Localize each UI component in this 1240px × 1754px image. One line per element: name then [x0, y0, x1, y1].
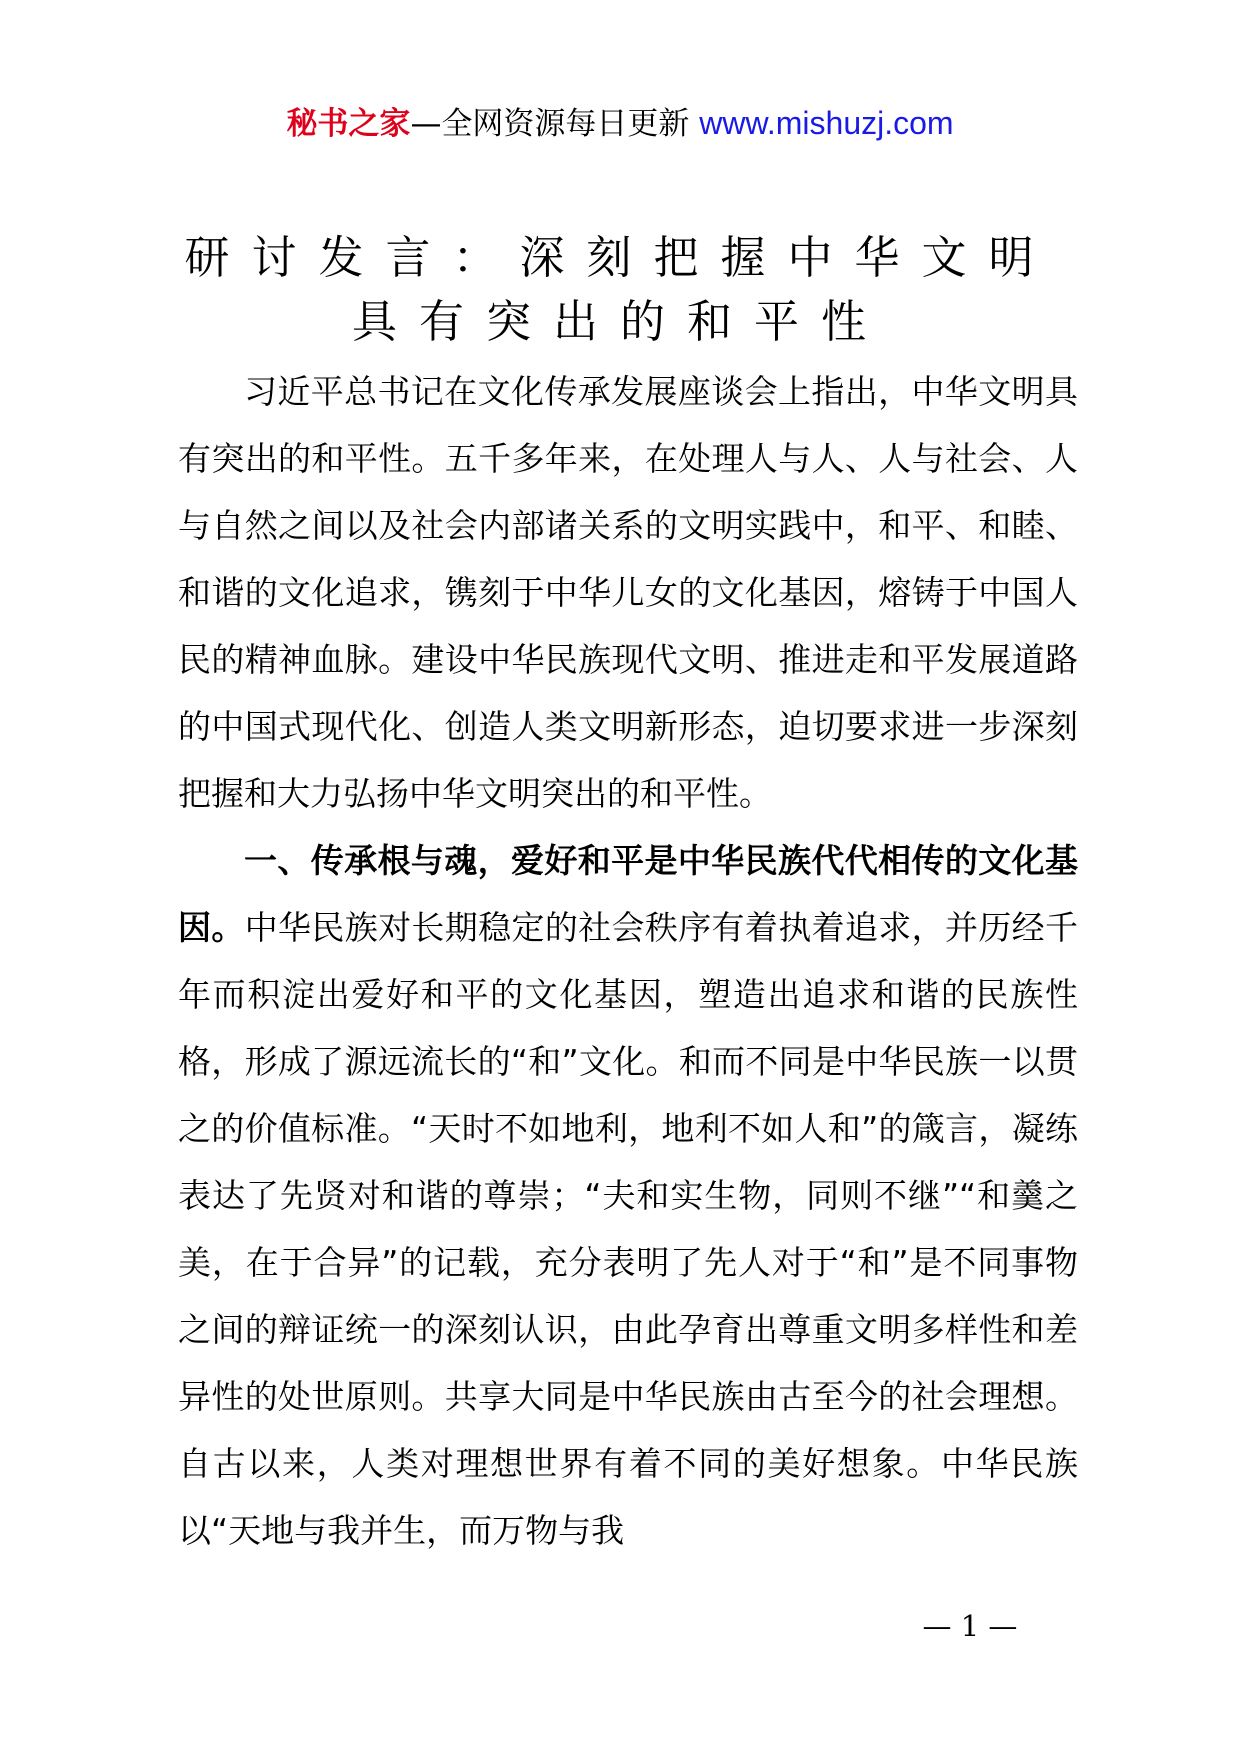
site-url-link[interactable]: www.mishuzj.com: [699, 105, 954, 141]
intro-paragraph: 习近平总书记在文化传承发展座谈会上指出，中华文明具有突出的和平性。五千多年来，在处理人与人、人与社会、人与自然之间以及社会内部诸关系的文明实践中，和平、和睦、和谐的文化追求，镌刻于中华儿女的文化基因，熔铸于中国人民的精神血脉。建设中华民族现代文明、推进走和平发展道路的中国式现代化、创造人类文明新形态，迫切要求进一步深刻把握和大力弘扬中华文明突出的和平性。: [178, 372, 1078, 813]
banner-tagline: —全网资源每日更新: [410, 106, 700, 142]
brand-name: 秘书之家: [286, 106, 411, 142]
section-1-paragraph: [178, 827, 1078, 1564]
section-1-heading: 一、传承根与魂，爱好和平是中华民族代代相传的文化基因。: [178, 841, 1078, 947]
document-body: [178, 358, 1078, 1564]
title-line-1: 研讨发言：深刻把握中华文明: [184, 231, 1056, 284]
page-number: — 1 —: [922, 1609, 1018, 1643]
document-title: [0, 226, 1240, 354]
title-line-2: 具有突出的和平性: [351, 295, 888, 348]
section-1-body: 中华民族对长期稳定的社会秩序有着执着追求，并历经千年而积淀出爱好和平的文化基因，塑造出追求和谐的民族性格，形成了源远流长的“和”文化。和而不同是中华民族一以贯之的价值标准。“天时不如地利，地利不如人和”的箴言，凝练表达了先贤对和谐的尊崇；“夫和实生物，同则不继”“和羹之美，在于合异”的记载，充分表明了先人对于“和”是不同事物之间的辩证统一的深刻认识，由此孕育出尊重文明多样性和差异性的处世原则。共享大同是中华民族由古至今的社会理想。自古以来，人类对理想世界有着不同的美好想象。中华民族以“天地与我并生，而万物与我: [178, 908, 1079, 1550]
site-banner: [0, 98, 1240, 149]
